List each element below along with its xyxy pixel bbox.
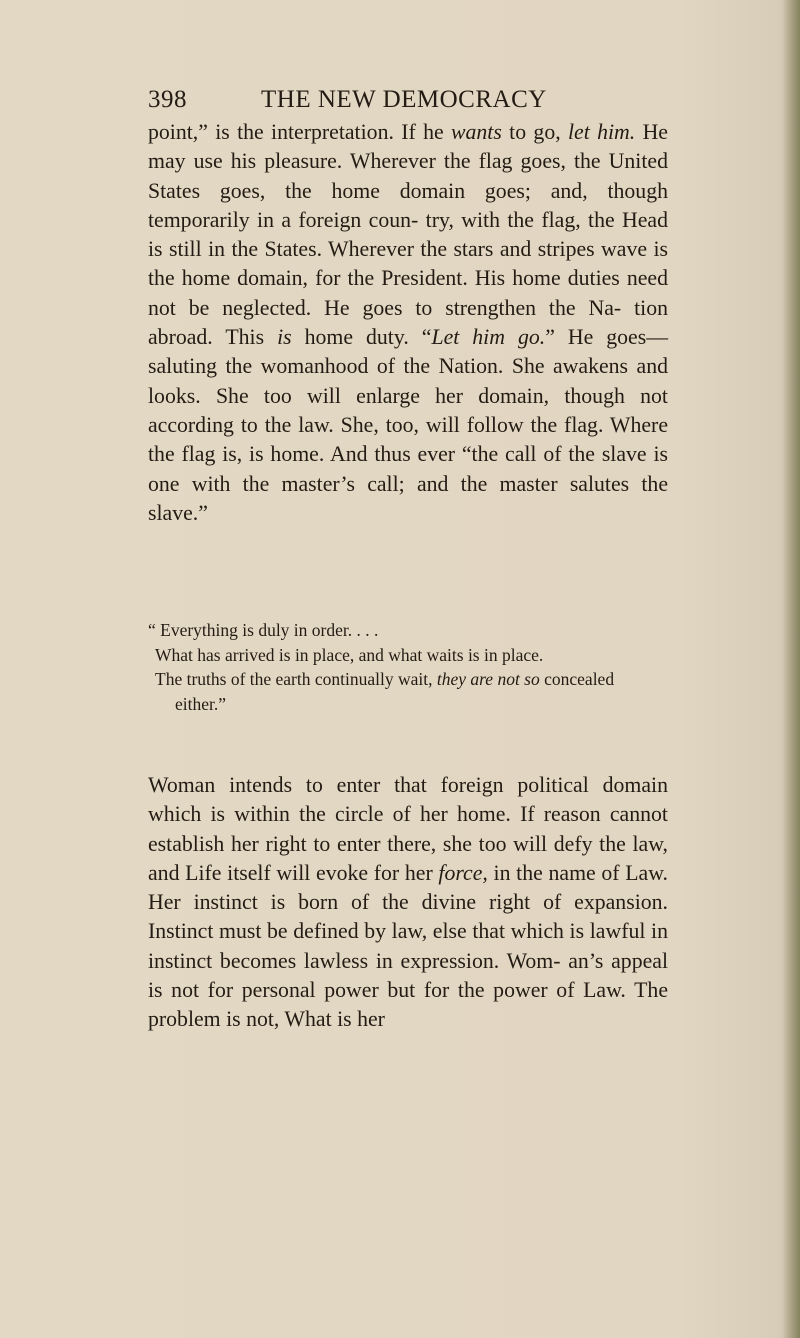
page-number: 398 (148, 86, 187, 113)
quotation-line-3-text: The truths of the earth continually wait, (155, 669, 437, 690)
paragraph-1-text: He may use his pleasure. Wherever the flag goes, the United States goes, the home domain goes; and, though temporarily in a foreign coun- try, with the flag, the Head is still in the States. Wherever the stars and stripes wave is the home domain, for the President. His home duties need not be neglected. He goes to strengthen the Na- tion abroad. This (148, 120, 668, 350)
quotation-line-3-end: concealed either.” (175, 669, 615, 714)
quotation-line-2: What has arrived is in place, and what waits is in place. (155, 644, 544, 665)
quotation-line-3-emphasis: they are not so (436, 669, 540, 690)
paragraph-2-emphasis-force: force, (438, 860, 488, 885)
page-edge (782, 0, 800, 1338)
paragraph-2-text: in the name of Law. Her instinct is born of the divine right of expansion. Instinct must be defined by law, else that which is lawful in instinct becomes lawless in expression. Wom- an’s appeal is not for personal power but for the power of Law. The problem is not, What is her (148, 860, 669, 1032)
paragraph-1-emphasis-let-him-go: Let him go. (431, 325, 546, 350)
paragraph-2 (148, 771, 668, 1035)
paragraph-1-text: to go, (501, 120, 568, 144)
paragraph-1-emphasis-wants: wants (450, 120, 502, 144)
running-title: THE NEW DEMOCRACY (261, 86, 547, 113)
page-header (148, 86, 668, 122)
quotation-line-3 (148, 667, 668, 716)
quotation-line-1: “ Everything is duly in order. . . . (148, 620, 379, 640)
paragraph-1-emphasis-is: is (277, 325, 292, 350)
paragraph-1-text: point,” is the interpretation. If he (148, 120, 451, 144)
paragraph-1 (148, 118, 668, 528)
paragraph-1-text: ” He goes—saluting the womanhood of the Nation. She awakens and looks. She too will enlarge her domain, though not according to the law. She, too, will follow the flag. Where the flag is, is home. And thus ever “the call of the slave is one with the master’s call; and the master salutes the slave.” (148, 325, 668, 525)
paragraph-1-text: home duty. “ (291, 325, 432, 350)
paragraph-1-emphasis-let-him: let him. (568, 120, 636, 144)
block-quotation (148, 618, 668, 716)
paragraph-2-text: Woman intends to enter that foreign political domain which is within the circle of her home. If reason cannot establish her right to enter there, she too will defy the law, and Life itself will evoke for her (148, 773, 668, 885)
